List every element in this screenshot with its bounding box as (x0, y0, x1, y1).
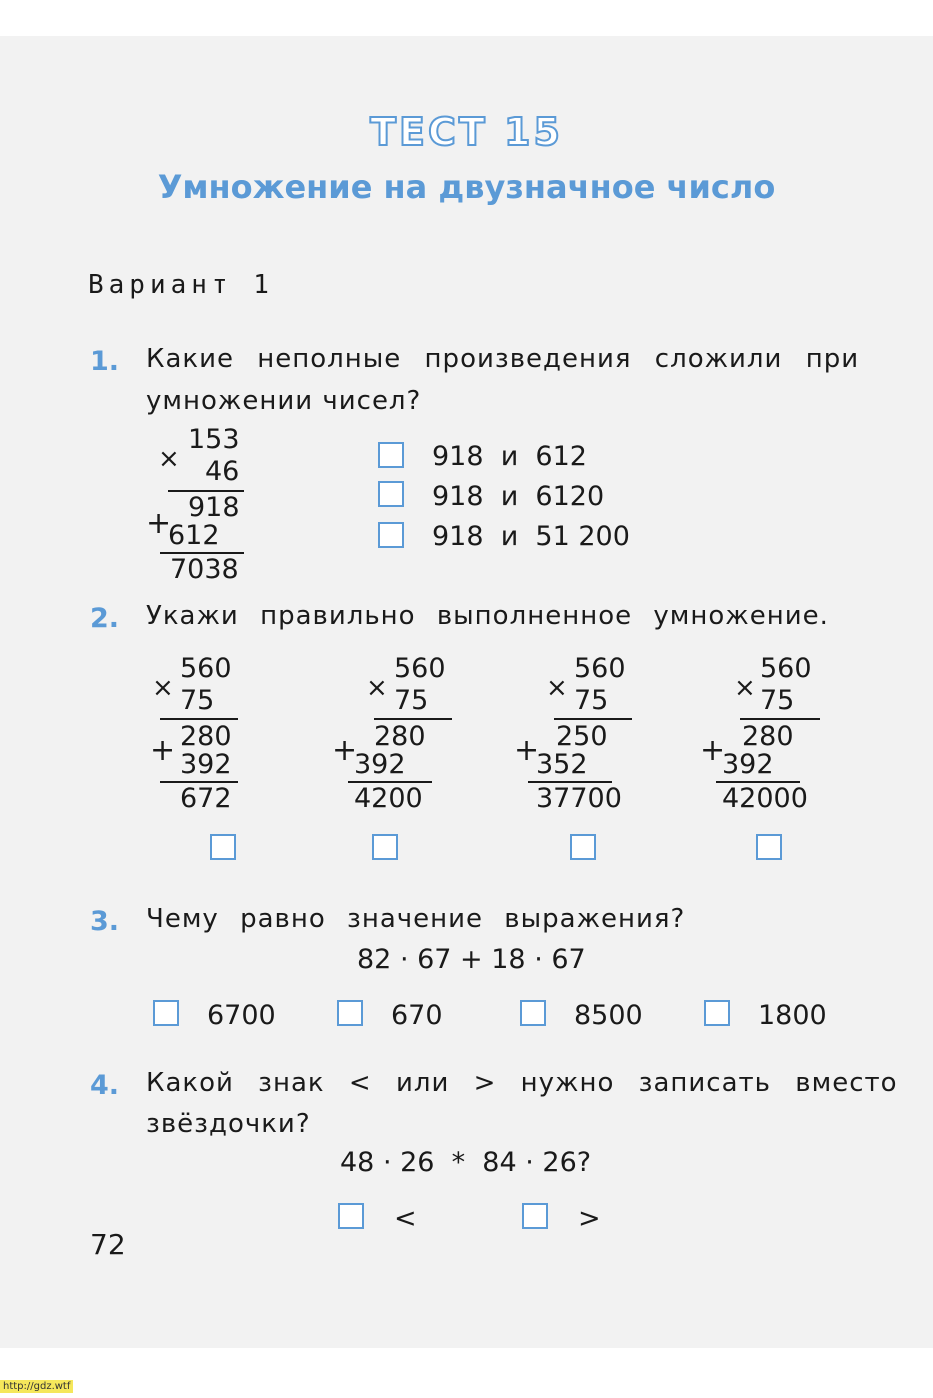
answer-checkbox[interactable] (570, 834, 596, 860)
option-label: < (394, 1203, 417, 1234)
multiplier: 46 (205, 456, 240, 487)
question-2-number: 2. (90, 603, 120, 634)
divider-line (554, 718, 632, 720)
answer-checkbox[interactable] (153, 1000, 179, 1026)
partial-product-2: 352 (536, 749, 588, 780)
partial-product-1: 918 (188, 492, 240, 523)
question-4-text-line1: Какой знак < или > нужно записать вместо (146, 1068, 898, 1098)
option-label: 918 и 51 200 (432, 521, 630, 552)
multiplier: 75 (394, 685, 429, 716)
answer-checkbox[interactable] (372, 834, 398, 860)
answer-checkbox[interactable] (704, 1000, 730, 1026)
multiply-sign: × (546, 673, 568, 703)
page-number: 72 (90, 1228, 126, 1261)
expression: 48 · 26 * 84 · 26? (340, 1147, 592, 1178)
result: 37700 (536, 783, 622, 814)
option-label: 918 и 6120 (432, 481, 605, 512)
variant-label: Вариант 1 (88, 270, 274, 300)
test-title: ТЕСТ 15 (370, 110, 563, 154)
answer-checkbox[interactable] (338, 1203, 364, 1229)
result: 672 (180, 783, 232, 814)
question-4-text-line2: звёздочки? (146, 1109, 311, 1139)
answer-checkbox[interactable] (756, 834, 782, 860)
question-1-text-line2: умножении чисел? (146, 386, 422, 416)
question-3-number: 3. (90, 906, 120, 937)
option-label: 8500 (574, 1000, 643, 1031)
plus-sign: + (146, 506, 172, 541)
option-label: 1800 (758, 1000, 827, 1031)
expression: 82 · 67 + 18 · 67 (357, 944, 586, 975)
multiplier: 75 (760, 685, 795, 716)
question-1-text-line1 (146, 344, 860, 374)
multiplicand: 560 (180, 653, 232, 684)
multiplier: 75 (180, 685, 215, 716)
multiply-sign: × (366, 673, 388, 703)
answer-checkbox[interactable] (520, 1000, 546, 1026)
partial-product-2: 392 (722, 749, 774, 780)
multiply-sign: × (152, 673, 174, 703)
plus-sign: + (332, 733, 358, 768)
result: 4200 (354, 783, 423, 814)
option-label: > (578, 1203, 601, 1234)
option-label: 6700 (207, 1000, 276, 1031)
plus-sign: + (150, 733, 176, 768)
partial-product-1: 280 (180, 721, 232, 752)
multiplier: 75 (574, 685, 609, 716)
multiplicand: 153 (188, 424, 240, 455)
answer-checkbox[interactable] (378, 522, 404, 548)
answer-checkbox[interactable] (337, 1000, 363, 1026)
multiplicand: 560 (574, 653, 626, 684)
result: 7038 (170, 554, 239, 585)
answer-checkbox[interactable] (378, 481, 404, 507)
plus-sign: + (514, 733, 540, 768)
divider-line (374, 718, 452, 720)
divider-line (740, 718, 820, 720)
multiplicand: 560 (760, 653, 812, 684)
question-3-text: Чему равно значение выражения? (146, 904, 686, 934)
partial-product-1: 280 (742, 721, 794, 752)
option-label: 918 и 612 (432, 441, 587, 472)
result: 42000 (722, 783, 808, 814)
multiply-sign: × (734, 673, 756, 703)
option-label: 670 (391, 1000, 443, 1031)
partial-product-2: 392 (354, 749, 406, 780)
multiply-sign: × (158, 444, 180, 474)
partial-product-2: 612 (168, 520, 220, 551)
question-1-text: Какие неполные произведения сложили при (146, 344, 860, 374)
multiplicand: 560 (394, 653, 446, 684)
divider-line (160, 718, 238, 720)
answer-checkbox[interactable] (210, 834, 236, 860)
plus-sign: + (700, 733, 726, 768)
question-1-number: 1. (90, 346, 120, 377)
footer-url[interactable]: http://gdz.wtf (0, 1380, 73, 1393)
partial-product-1: 280 (374, 721, 426, 752)
question-2-text: Укажи правильно выполненное умножение. (146, 601, 829, 631)
question-4-number: 4. (90, 1070, 120, 1101)
answer-checkbox[interactable] (378, 442, 404, 468)
page-subtitle: Умножение на двузначное число (157, 168, 776, 206)
answer-checkbox[interactable] (522, 1203, 548, 1229)
partial-product-2: 392 (180, 749, 232, 780)
partial-product-1: 250 (556, 721, 608, 752)
